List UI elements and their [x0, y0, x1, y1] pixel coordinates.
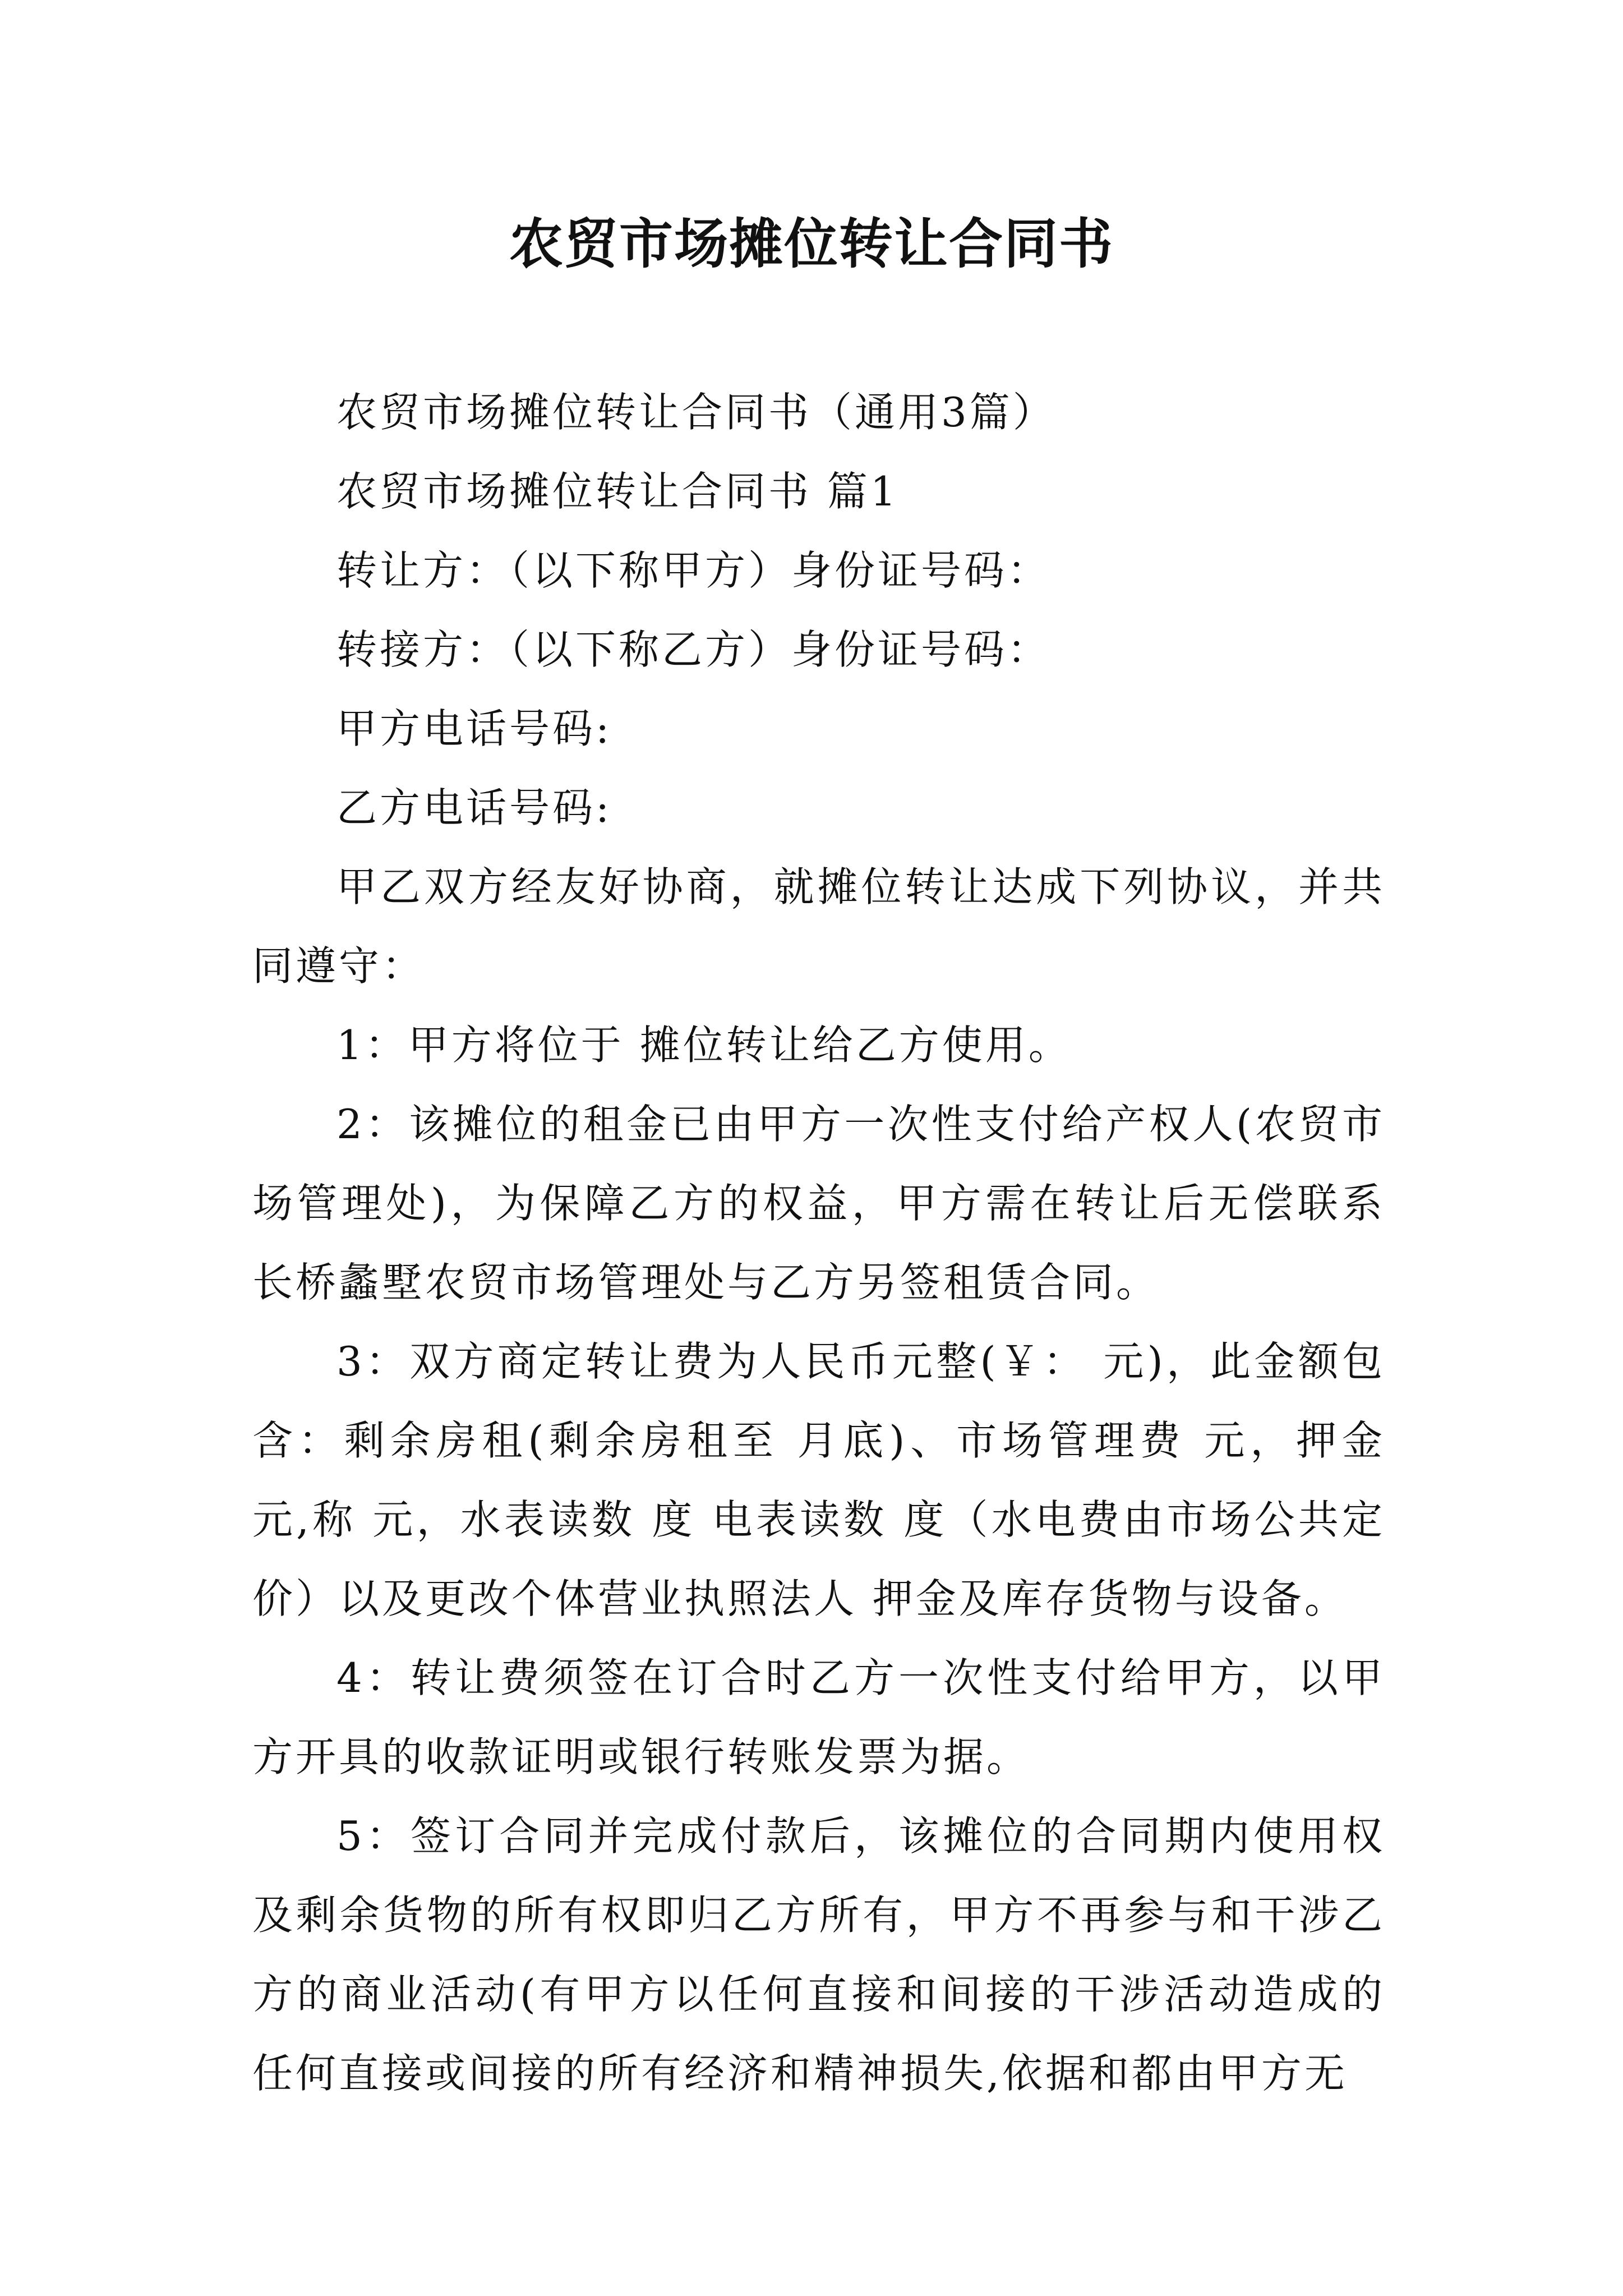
paragraph-section-heading: 农贸市场摊位转让合同书 篇1: [336, 468, 899, 515]
paragraph-preamble: 甲乙双方经友好协商，就摊位转让达成下列协议，并共同遵守：: [252, 863, 1385, 990]
paragraph-transferor: 转让方：（以下称甲方）身份证号码：: [336, 547, 1051, 594]
paragraph-clause-5: 5：签订合同并完成付款后，该摊位的合同期内使用权及剩余货物的所有权即归乙方所有，甲方不再参与和干涉乙方的商业活动(有甲方以任何直接和间接的干涉活动造成的任何直接或间接的所有经济和精神损失,依据和都由甲方无: [252, 1812, 1385, 2097]
paragraph-transferee: 转接方：（以下称乙方）身份证号码：: [336, 626, 1051, 673]
document-title: 农贸市场摊位转让合同书: [509, 212, 1114, 275]
paragraph-party-a-phone: 甲方电话号码:: [336, 705, 612, 752]
document-body: [252, 373, 1385, 2113]
paragraph-party-b-phone: 乙方电话号码:: [336, 784, 612, 831]
paragraph-clause-1: 1：甲方将位于 摊位转让给乙方使用。: [336, 1022, 1072, 1069]
paragraph-clause-4: 4：转让费须签在订合时乙方一次性支付给甲方，以甲方开具的收款证明或银行转账发票为据。: [252, 1654, 1385, 1780]
paragraph-clause-2: 2：该摊位的租金已由甲方一次性支付给产权人(农贸市场管理处)，为保障乙方的权益，甲方需在转让后无偿联系长桥蠡墅农贸市场管理处与乙方另签租赁合同。: [252, 1101, 1385, 1306]
paragraph-clause-3: 3：双方商定转让费为人民币元整(￥： 元)，此金额包含：剩余房租(剩余房租至 月底)、市场管理费 元，押金 元,称 元，水表读数 度 电表读数 度（水电费由市场公共定价）以及更改个体营业执照法人 押金及库存货物与设备。: [252, 1338, 1385, 1622]
paragraph-collection-title: 农贸市场摊位转让合同书（通用3篇）: [336, 389, 1056, 436]
